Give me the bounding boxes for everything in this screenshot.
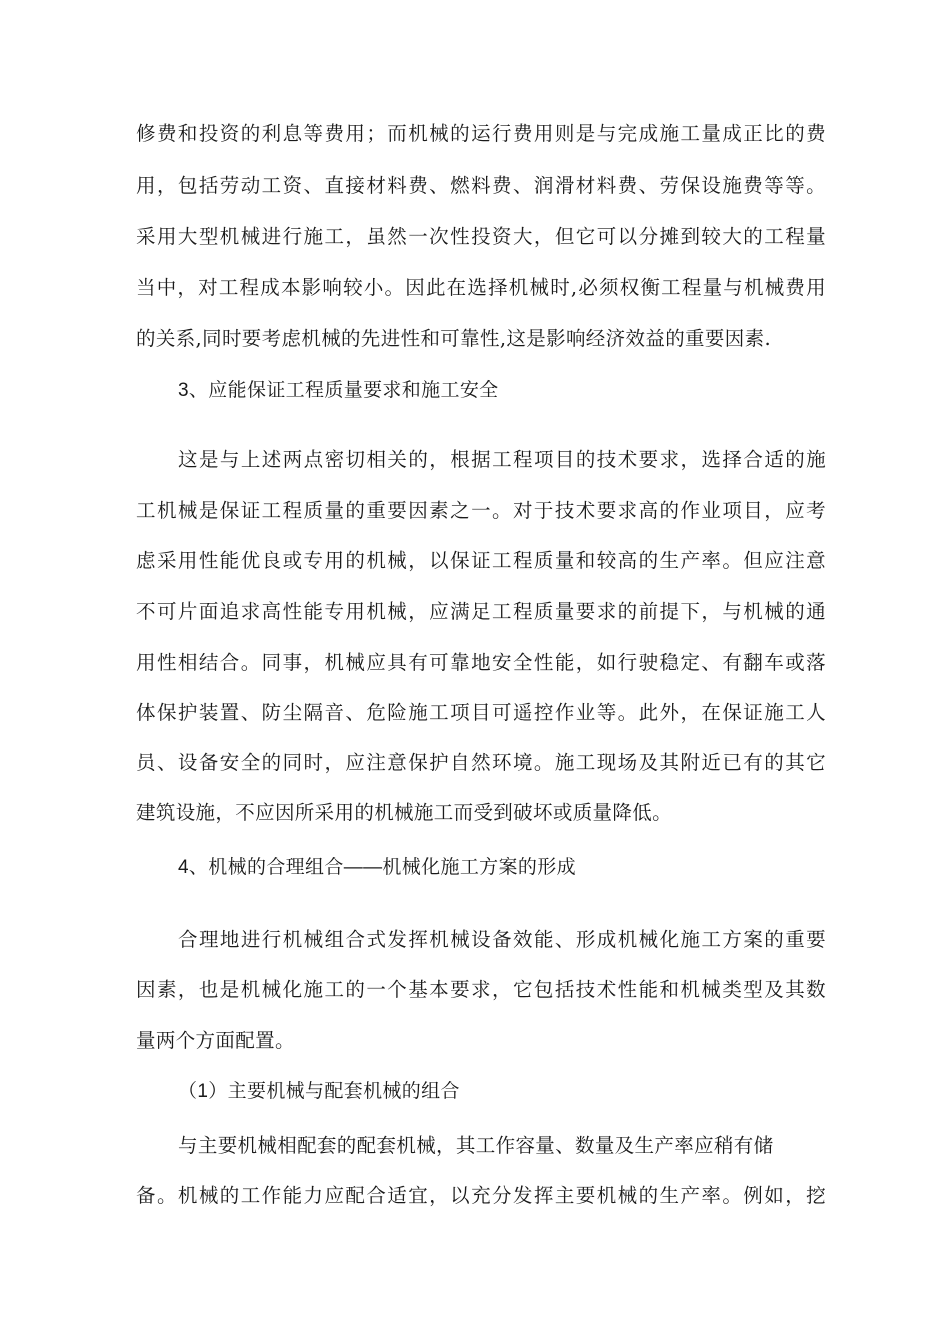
paragraph-4-line-1: 与主要机械相配套的配套机械，其工作容量、数量及生产率应稍有储 bbox=[178, 1134, 774, 1157]
paragraph-2-line-6: 体保护装置、防尘隔音、危险施工项目可遥控作业等。此外，在保证施工人 bbox=[136, 701, 826, 724]
subsection-heading-1: （1）主要机械与配套机械的组合 bbox=[178, 1081, 460, 1102]
paragraph-1-line-3: 采用大型机械进行施工，虽然一次性投资大，但它可以分摊到较大的工程量 bbox=[136, 225, 826, 248]
paragraph-4-line-2: 备。机械的工作能力应配合适宜，以充分发挥主要机械的生产率。例如，挖 bbox=[136, 1184, 826, 1207]
paragraph-3-line-2: 因素，也是机械化施工的一个基本要求，它包括技术性能和机械类型及其数 bbox=[136, 978, 826, 1001]
paragraph-1-line-5: 的关系,同时要考虑机械的先进性和可靠性,这是影响经济效益的重要因素. bbox=[136, 327, 771, 350]
paragraph-2-line-3: 虑采用性能优良或专用的机械，以保证工程质量和较高的生产率。但应注意 bbox=[136, 549, 826, 572]
paragraph-3-line-3: 量两个方面配置。 bbox=[136, 1029, 295, 1052]
paragraph-1-line-1: 修费和投资的利息等费用；而机械的运行费用则是与完成施工量成正比的费 bbox=[136, 122, 826, 145]
paragraph-2-line-5: 用性相结合。同事，机械应具有可靠地安全性能，如行驶稳定、有翻车或落 bbox=[136, 651, 826, 674]
paragraph-1-line-2: 用，包括劳动工资、直接材料费、燃料费、润滑材料费、劳保设施费等等。 bbox=[136, 174, 826, 197]
paragraph-3-line-1: 合理地进行机械组合式发挥机械设备效能、形成机械化施工方案的重要 bbox=[178, 928, 826, 951]
paragraph-1-line-4: 当中，对工程成本影响较小。因此在选择机械时,必须权衡工程量与机械费用 bbox=[136, 276, 826, 299]
paragraph-2-line-1: 这是与上述两点密切相关的，根据工程项目的技术要求，选择合适的施 bbox=[178, 448, 826, 471]
section-heading-4: 4、机械的合理组合——机械化施工方案的形成 bbox=[178, 857, 576, 878]
paragraph-2-line-2: 工机械是保证工程质量的重要因素之一。对于技术要求高的作业项目，应考 bbox=[136, 499, 826, 522]
section-heading-3: 3、应能保证工程质量要求和施工安全 bbox=[178, 380, 499, 401]
paragraph-2-line-7: 员、设备安全的同时，应注意保护自然环境。施工现场及其附近已有的其它 bbox=[136, 751, 826, 774]
paragraph-2-line-8: 建筑设施，不应因所采用的机械施工而受到破坏或质量降低。 bbox=[136, 801, 672, 824]
paragraph-2-line-4: 不可片面追求高性能专用机械，应满足工程质量要求的前提下，与机械的通 bbox=[136, 600, 826, 623]
